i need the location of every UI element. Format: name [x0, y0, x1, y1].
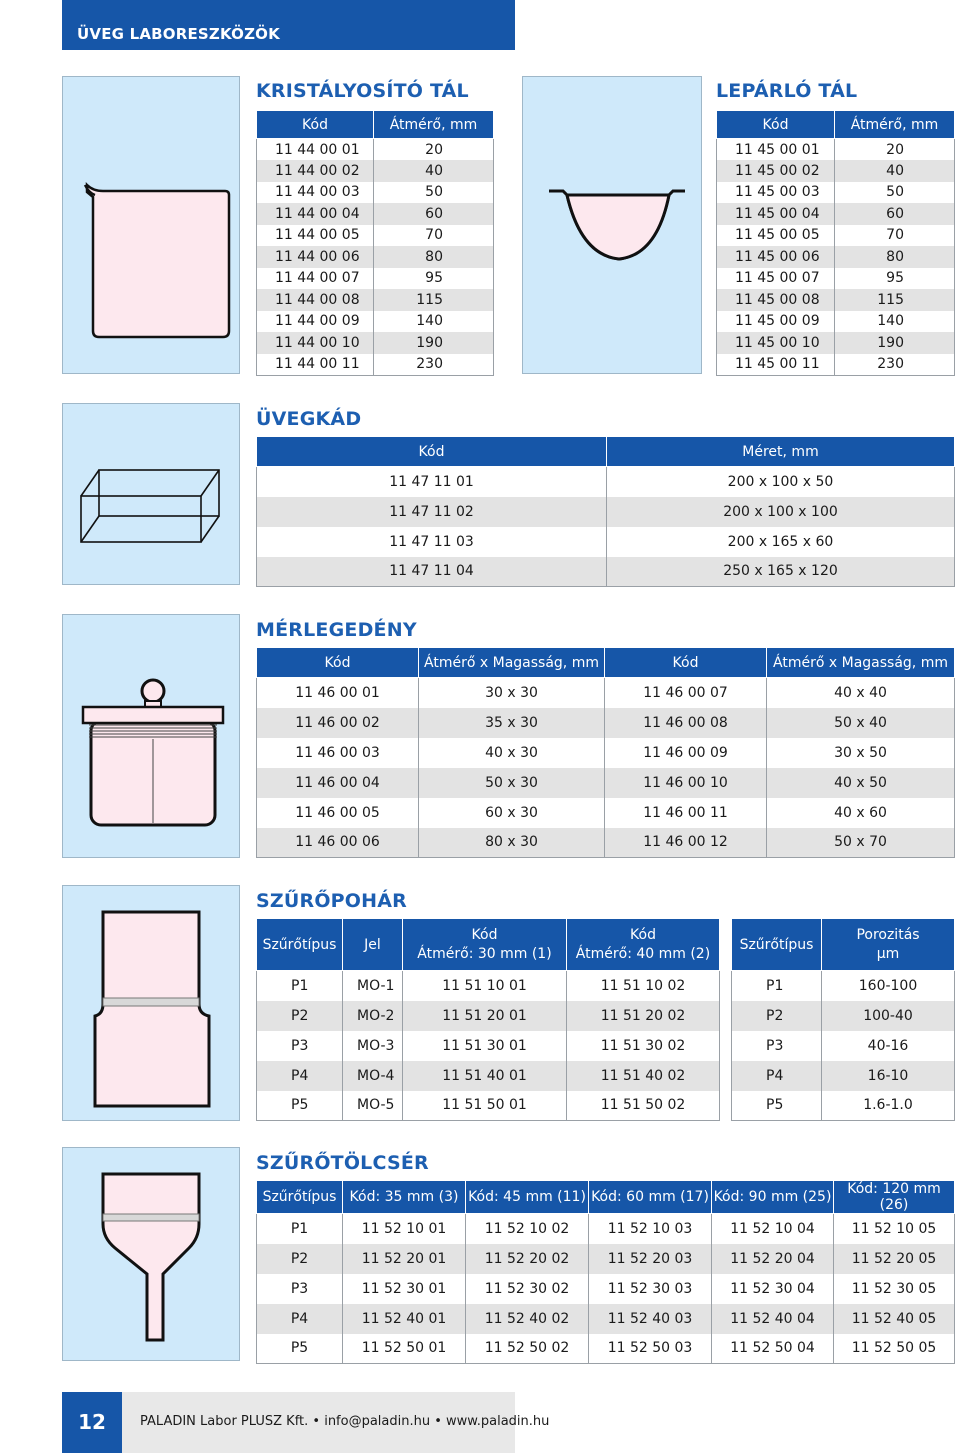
column-header: Átmérő, mm [835, 111, 955, 139]
table-cell: 11 45 00 04 [717, 203, 835, 225]
table-cell: P1 [732, 971, 822, 1001]
table-cell: 11 46 00 05 [257, 798, 419, 828]
table-cell: 11 46 00 12 [605, 828, 767, 858]
table-cell: P3 [257, 1274, 343, 1304]
table-cell: MO-3 [343, 1031, 403, 1061]
table-cell: 11 44 00 05 [257, 225, 374, 247]
table-cell: 200 x 100 x 100 [607, 497, 955, 527]
table-cell: 11 52 30 02 [466, 1274, 589, 1304]
table-row [732, 1061, 955, 1091]
table-row [717, 332, 955, 354]
table-cell: 11 45 00 03 [717, 182, 835, 204]
table-row [717, 203, 955, 225]
table-cell: 11 44 00 02 [257, 160, 374, 182]
weighing-bottle-image [62, 614, 240, 858]
table-cell: 11 52 10 02 [466, 1214, 589, 1244]
table-cell: MO-5 [343, 1091, 403, 1121]
table-cell: 11 44 00 08 [257, 289, 374, 311]
table-row [257, 971, 720, 1001]
table-row [257, 268, 494, 290]
table-cell: 11 52 40 01 [343, 1304, 466, 1334]
table-cell: 11 44 00 03 [257, 182, 374, 204]
table-row [257, 289, 494, 311]
table-cell: 11 52 50 01 [343, 1334, 466, 1364]
table-cell: P2 [732, 1001, 822, 1031]
crystallizing-dish-image [62, 76, 240, 374]
table-cell: 11 52 10 04 [712, 1214, 834, 1244]
table-cell: P3 [257, 1031, 343, 1061]
table-cell: 60 [374, 203, 494, 225]
table-row [257, 160, 494, 182]
column-header: Kód [257, 111, 374, 139]
filter-funnel-image [62, 1147, 240, 1361]
table-row [717, 354, 955, 376]
table-cell: 11 47 11 04 [257, 557, 607, 587]
porosity-table [731, 918, 955, 1121]
table-cell: 50 x 30 [419, 768, 605, 798]
table-cell: 11 52 30 05 [834, 1274, 955, 1304]
column-header: Kód: 90 mm (25) [712, 1181, 834, 1214]
table-cell: 140 [374, 311, 494, 333]
table-cell: 11 46 00 06 [257, 828, 419, 858]
table-cell: 11 52 10 05 [834, 1214, 955, 1244]
column-header-line: Átmérő: 30 mm (1) [417, 946, 552, 962]
category-header [62, 0, 515, 50]
table-cell: 11 44 00 04 [257, 203, 374, 225]
table-row [257, 828, 955, 858]
column-header: Kód [257, 648, 419, 678]
table-cell: 11 51 20 02 [567, 1001, 720, 1031]
table-row [257, 182, 494, 204]
table-cell: 11 45 00 05 [717, 225, 835, 247]
column-header-line: Porozitás [856, 927, 920, 943]
column-header-line: Kód [630, 927, 656, 943]
table-row [257, 467, 955, 497]
column-header: Kód: 35 mm (3) [343, 1181, 466, 1214]
evaporating-dish-table [716, 110, 955, 376]
glass-tank-image [62, 403, 240, 585]
table-cell: 11 45 00 09 [717, 311, 835, 333]
table-cell: MO-4 [343, 1061, 403, 1091]
table-cell: 11 51 10 01 [403, 971, 567, 1001]
table-cell: 40 x 40 [767, 678, 955, 708]
filter-funnel-table [256, 1180, 955, 1364]
table-cell: 11 45 00 02 [717, 160, 835, 182]
table-cell: 11 46 00 07 [605, 678, 767, 708]
crystallizing-dish-table [256, 110, 494, 376]
weighing-bottle-table [256, 647, 955, 858]
table-row [257, 354, 494, 376]
column-header-line: Átmérő: 40 mm (2) [575, 946, 711, 962]
table-cell: 11 51 50 02 [567, 1091, 720, 1121]
table-row [717, 311, 955, 333]
table-row [732, 1001, 955, 1031]
table-row [257, 1304, 955, 1334]
column-header [403, 919, 567, 971]
table-cell: 11 52 20 01 [343, 1244, 466, 1274]
table-row [717, 160, 955, 182]
column-header: Szűrőtípus [257, 1181, 343, 1214]
table-cell: 11 52 20 02 [466, 1244, 589, 1274]
footer-contact: PALADIN Labor PLUSZ Kft. • info@paladin.hu • www.paladin.hu [140, 1414, 550, 1429]
column-header: Átmérő, mm [374, 111, 494, 139]
table-cell: 95 [374, 268, 494, 290]
table-cell: 11 52 30 04 [712, 1274, 834, 1304]
table-row [257, 1091, 720, 1121]
table-row [257, 708, 955, 738]
table-cell: 50 [835, 182, 955, 204]
table-row [717, 225, 955, 247]
table-row [257, 1334, 955, 1364]
table-row [257, 246, 494, 268]
glass-tank-icon [63, 404, 241, 586]
column-header: Kód: 60 mm (17) [589, 1181, 712, 1214]
table-cell: 80 [374, 246, 494, 268]
filter-funnel-title: SZŰRŐTÖLCSÉR [256, 1152, 429, 1174]
table-cell: 11 51 50 01 [403, 1091, 567, 1121]
table-cell: 11 52 40 03 [589, 1304, 712, 1334]
table-cell: 11 46 00 01 [257, 678, 419, 708]
table-cell: 115 [835, 289, 955, 311]
column-header [567, 919, 720, 971]
column-header [822, 919, 955, 971]
column-header-line: Kód [471, 927, 498, 943]
table-row [717, 139, 955, 161]
table-row [257, 1031, 720, 1061]
page-number: 12 [62, 1392, 122, 1453]
table-cell: 160-100 [822, 971, 955, 1001]
table-cell: 11 52 20 05 [834, 1244, 955, 1274]
table-cell: 11 52 10 03 [589, 1214, 712, 1244]
table-row [717, 268, 955, 290]
table-cell: 11 51 40 01 [403, 1061, 567, 1091]
table-cell: P5 [257, 1334, 343, 1364]
table-cell: 11 52 30 01 [343, 1274, 466, 1304]
column-header-line: μm [876, 946, 900, 962]
weighing-bottle-icon [63, 615, 241, 859]
table-cell: MO-1 [343, 971, 403, 1001]
table-cell: 50 x 40 [767, 708, 955, 738]
table-cell: 11 44 00 10 [257, 332, 374, 354]
crystallizing-dish-icon [63, 77, 241, 375]
table-cell: 11 51 40 02 [567, 1061, 720, 1091]
table-cell: P2 [257, 1001, 343, 1031]
table-cell: 11 45 00 01 [717, 139, 835, 161]
table-cell: 11 45 00 08 [717, 289, 835, 311]
table-cell: 11 45 00 11 [717, 354, 835, 376]
table-cell: P1 [257, 1214, 343, 1244]
table-cell: 11 44 00 01 [257, 139, 374, 161]
table-row [257, 332, 494, 354]
filter-crucible-image [62, 885, 240, 1121]
table-row [717, 182, 955, 204]
table-cell: 250 x 165 x 120 [607, 557, 955, 587]
filter-crucible-title: SZŰRŐPOHÁR [256, 890, 407, 912]
table-cell: 1.6-1.0 [822, 1091, 955, 1121]
table-row [732, 1031, 955, 1061]
table-cell: P4 [257, 1304, 343, 1334]
table-cell: 11 51 30 01 [403, 1031, 567, 1061]
table-cell: 11 52 50 05 [834, 1334, 955, 1364]
table-cell: P5 [257, 1091, 343, 1121]
table-row [717, 289, 955, 311]
table-cell: P1 [257, 971, 343, 1001]
table-row [257, 1274, 955, 1304]
table-cell: 35 x 30 [419, 708, 605, 738]
glass-tank-table [256, 436, 955, 587]
table-cell: 20 [374, 139, 494, 161]
column-header: Kód [257, 437, 607, 467]
table-row [257, 203, 494, 225]
table-cell: 70 [835, 225, 955, 247]
table-row [257, 527, 955, 557]
table-cell: 11 46 00 03 [257, 738, 419, 768]
table-cell: 11 52 40 05 [834, 1304, 955, 1334]
table-cell: 16-10 [822, 1061, 955, 1091]
column-header: Méret, mm [607, 437, 955, 467]
column-header: Jel [343, 919, 403, 971]
table-cell: 11 52 50 03 [589, 1334, 712, 1364]
table-row [732, 971, 955, 1001]
table-row [257, 678, 955, 708]
table-cell: 95 [835, 268, 955, 290]
table-cell: 40 x 30 [419, 738, 605, 768]
column-header: Átmérő x Magasság, mm [767, 648, 955, 678]
column-header: Szűrőtípus [257, 919, 343, 971]
table-cell: 40 [835, 160, 955, 182]
table-row [257, 798, 955, 828]
table-cell: P4 [732, 1061, 822, 1091]
column-header: Kód [605, 648, 767, 678]
table-cell: 60 x 30 [419, 798, 605, 828]
filter-crucible-icon [63, 886, 241, 1122]
table-row [257, 738, 955, 768]
table-cell: 11 46 00 10 [605, 768, 767, 798]
table-cell: 30 x 30 [419, 678, 605, 708]
table-row [257, 768, 955, 798]
column-header: Kód [717, 111, 835, 139]
table-cell: 230 [374, 354, 494, 376]
table-cell: 200 x 165 x 60 [607, 527, 955, 557]
table-cell: 80 x 30 [419, 828, 605, 858]
table-cell: 11 47 11 03 [257, 527, 607, 557]
table-cell: 11 46 00 08 [605, 708, 767, 738]
table-cell: 11 51 30 02 [567, 1031, 720, 1061]
table-cell: 11 52 40 02 [466, 1304, 589, 1334]
table-cell: P3 [732, 1031, 822, 1061]
table-cell: P2 [257, 1244, 343, 1274]
table-row [257, 1214, 955, 1244]
table-cell: 140 [835, 311, 955, 333]
table-cell: 11 52 40 04 [712, 1304, 834, 1334]
table-cell: 11 47 11 01 [257, 467, 607, 497]
table-cell: P5 [732, 1091, 822, 1121]
table-cell: 11 51 10 02 [567, 971, 720, 1001]
table-cell: 200 x 100 x 50 [607, 467, 955, 497]
table-row [257, 225, 494, 247]
table-cell: 11 52 30 03 [589, 1274, 712, 1304]
table-cell: 100-40 [822, 1001, 955, 1031]
table-cell: 50 [374, 182, 494, 204]
table-cell: 50 x 70 [767, 828, 955, 858]
table-cell: 60 [835, 203, 955, 225]
table-cell: 40 x 60 [767, 798, 955, 828]
table-cell: 11 46 00 09 [605, 738, 767, 768]
column-header: Kód: 45 mm (11) [466, 1181, 589, 1214]
table-row [257, 139, 494, 161]
table-cell: 11 45 00 10 [717, 332, 835, 354]
table-row [257, 557, 955, 587]
table-cell: 11 47 11 02 [257, 497, 607, 527]
filter-funnel-icon [63, 1148, 241, 1362]
table-cell: 30 x 50 [767, 738, 955, 768]
column-header: Szűrőtípus [732, 919, 822, 971]
column-header: Átmérő x Magasság, mm [419, 648, 605, 678]
evaporating-dish-title: LEPÁRLÓ TÁL [716, 80, 858, 102]
table-cell: 115 [374, 289, 494, 311]
glass-tank-title: ÜVEGKÁD [256, 408, 362, 430]
table-cell: 11 45 00 06 [717, 246, 835, 268]
table-cell: 11 46 00 11 [605, 798, 767, 828]
table-cell: 11 44 00 07 [257, 268, 374, 290]
evaporating-dish-icon [523, 77, 703, 375]
table-cell: MO-2 [343, 1001, 403, 1031]
table-cell: 40 [374, 160, 494, 182]
table-cell: 11 51 20 01 [403, 1001, 567, 1031]
table-cell: 11 46 00 02 [257, 708, 419, 738]
category-title: ÜVEG LABORESZKÖZÖK [77, 25, 280, 43]
table-row [257, 1001, 720, 1031]
table-cell: 70 [374, 225, 494, 247]
table-cell: 40-16 [822, 1031, 955, 1061]
table-cell: P4 [257, 1061, 343, 1091]
table-cell: 11 46 00 04 [257, 768, 419, 798]
table-cell: 11 44 00 06 [257, 246, 374, 268]
table-cell: 11 52 50 04 [712, 1334, 834, 1364]
table-cell: 11 45 00 07 [717, 268, 835, 290]
table-cell: 11 52 20 03 [589, 1244, 712, 1274]
table-cell: 40 x 50 [767, 768, 955, 798]
table-row [257, 497, 955, 527]
table-cell: 190 [835, 332, 955, 354]
table-cell: 11 44 00 11 [257, 354, 374, 376]
table-cell: 11 52 10 01 [343, 1214, 466, 1244]
table-row [717, 246, 955, 268]
column-header: Kód: 120 mm (26) [834, 1181, 955, 1214]
table-cell: 190 [374, 332, 494, 354]
table-cell: 80 [835, 246, 955, 268]
filter-crucible-table [256, 918, 720, 1121]
table-row [732, 1091, 955, 1121]
table-cell: 230 [835, 354, 955, 376]
table-cell: 11 52 50 02 [466, 1334, 589, 1364]
table-row [257, 311, 494, 333]
table-cell: 20 [835, 139, 955, 161]
table-cell: 11 52 20 04 [712, 1244, 834, 1274]
crystallizing-dish-title: KRISTÁLYOSÍTÓ TÁL [256, 80, 469, 102]
table-row [257, 1061, 720, 1091]
evaporating-dish-image [522, 76, 702, 374]
table-cell: 11 44 00 09 [257, 311, 374, 333]
table-row [257, 1244, 955, 1274]
weighing-bottle-title: MÉRLEGEDÉNY [256, 619, 417, 641]
